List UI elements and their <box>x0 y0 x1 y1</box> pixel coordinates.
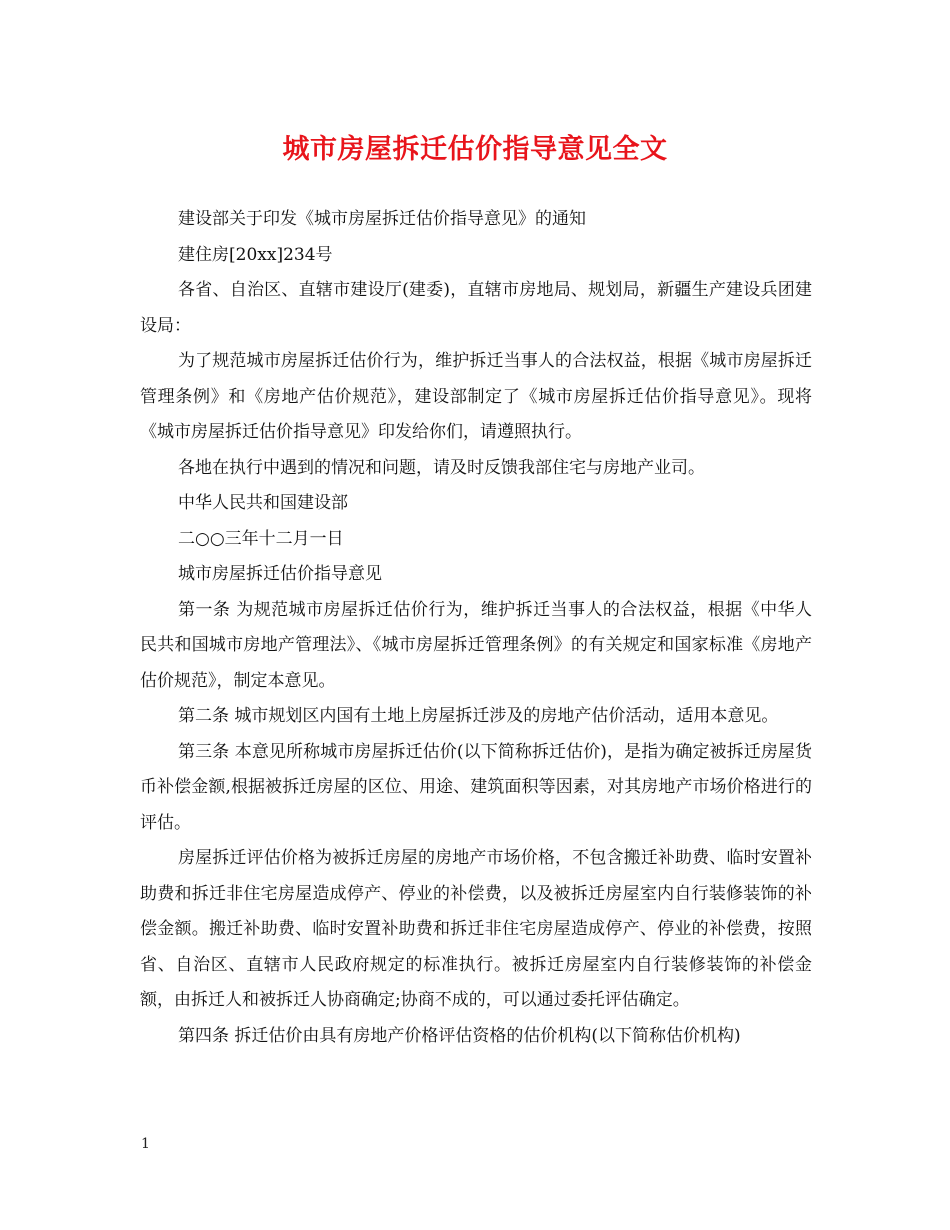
paragraph: 各地在执行中遇到的情况和问题，请及时反馈我部住宅与房地产业司。 <box>178 457 705 478</box>
paragraph: 各省、自治区、直辖市建设厅(建委)，直辖市房地局、规划局，新疆生产建设兵团建设局： <box>140 280 812 336</box>
paragraph: 建住房[20xx]234号 <box>178 244 333 265</box>
paragraph: 第一条 为规范城市房屋拆迁估价行为，维护拆迁当事人的合法权益，根据《中华人民共和国城市房地产管理法》、《城市房屋拆迁管理条例》的有关规定和国家标准《房地产估价规范》，制定本意见。 <box>140 599 812 691</box>
paragraph: 建设部关于印发《城市房屋拆迁估价指导意见》的通知 <box>178 209 586 229</box>
paragraph: 二○○三年十二月一日 <box>178 528 344 549</box>
page-title: 城市房屋拆迁估价指导意见全文 <box>282 134 668 165</box>
page-number: 1 <box>141 1136 150 1152</box>
paragraph: 中华人民共和国建设部 <box>178 493 348 513</box>
paragraph: 第三条 本意见所称城市房屋拆迁估价(以下简称拆迁估价)，是指为确定被拆迁房屋货币补偿金额,根据被拆迁房屋的区位、用途、建筑面积等因素，对其房地产市场价格进行的评估。 <box>140 741 812 833</box>
document-body <box>140 202 812 1054</box>
paragraph: 为了规范城市房屋拆迁估价行为，维护拆迁当事人的合法权益，根据《城市房屋拆迁管理条例》和《房地产估价规范》，建设部制定了《城市房屋拆迁估价指导意见》。现将《城市房屋拆迁估价指导意见》印发给你们，请遵照执行。 <box>140 351 812 442</box>
paragraph: 第二条 城市规划区内国有土地上房屋拆迁涉及的房地产估价活动，适用本意见。 <box>178 706 779 726</box>
paragraph: 房屋拆迁评估价格为被拆迁房屋的房地产市场价格，不包含搬迁补助费、临时安置补助费和拆迁非住宅房屋造成停产、停业的补偿费，以及被拆迁房屋室内自行装修装饰的补偿金额。搬迁补助费、临时安置补助费和拆迁非住宅房屋造成停产、停业的补偿费，按照省、自治区、直辖市人民政府规定的标准执行。被拆迁房屋室内自行装修装饰的补偿金额，由拆迁人和被拆迁人协商确定;协商不成的，可以通过委托评估确定。 <box>140 848 812 1010</box>
paragraph: 城市房屋拆迁估价指导意见 <box>178 564 382 584</box>
paragraph: 第四条 拆迁估价由具有房地产价格评估资格的估价机构(以下简称估价机构) <box>178 1025 741 1046</box>
